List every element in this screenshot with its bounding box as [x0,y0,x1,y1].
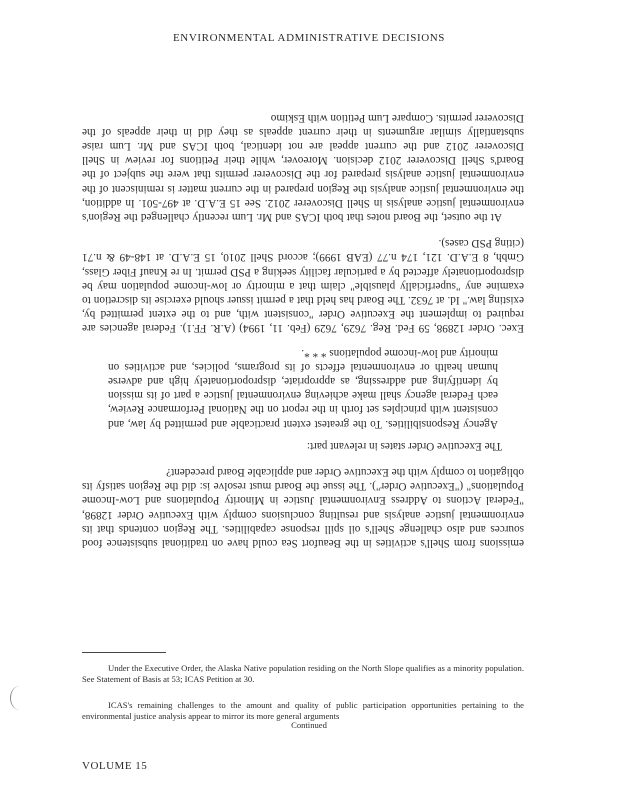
paragraph: The Executive Order states in relevant part: [306,439,502,452]
footnote-text: Under the Executive Order, the Alaska Native population residing on the North Slope qualifies as a minority population. See Statement of Basis at 53; ICAS Petition at 30. [82,663,524,684]
footnote [82,663,524,685]
paragraph-gap [82,224,524,236]
paragraph: Exec. Order 12898, 59 Fed. Reg. 7629, 7629 (Feb. 11, 1994) (A.R. FF.1). Federal agencies are required to implement the Executive Order "consistent with, and to the extent permitted by, existing law." Id. at 7632. The Board has held that a permit issuer should exercise its discretion to examine any "superficially plausible" claim that a minority or low-income population may be disproportionately affected by a particular facility seeking a PSD permit. In re Knauf Fiber Glass, Gmbh, 8 E.A.D. 121, 174 n.77 (EAB 1999); accord Shell 2010, 15 E.A.D. at 148-49 & n.71 (citing PSD cases). [82,237,524,335]
running-header: ENVIRONMENTAL ADMINISTRATIVE DECISIONS [172,32,446,44]
block-quote: Agency Responsibilities. To the greatest extent practicable and permitted by law, and consistent with principles set forth in the report on the National Performance Review, each Federal agency shall make achieving environmental justice a part of its mission by identifying and addressing, as appropriate, disproportionately high and adverse human health or environmental effects of its programs, policies, and activities on minority and low-income populations * * *. [108,346,498,430]
footnote-text: ICAS's remaining challenges to the amount and quality of public participation opportunities pertaining to the environmental justice analysis appear to mirror its more general arguments [82,700,524,721]
footnote-rule [82,652,166,653]
paragraph: At the outset, the Board notes that both ICAS and Mr. Lum recently challenged the Region's environmental justice analysis in Shell Discoverer 2012. See 15 E.A.D. at 497-501. In addition, the environmental justice analysis the Region prepared in the current matter is reminiscent of the environmental justice analysis prepared for the Discoverer permits that were the subject of the Board's Shell Discoverer 2012 decision. Moreover, while their Petitions for review in Shell Discoverer 2012 and the current appeal are not identical, both ICAS and Mr. Lum raise substantially similar arguments in their current appeals as they did in their appeals of the Discoverer permits. Compare Lum Petition with Eskimo [82,111,524,223]
volume-footer: VOLUME 15 [82,760,148,772]
footnote [82,700,524,722]
paragraph: emissions from Shell's activities in the Beaufort Sea could have on traditional subsistence food sources and also challenge Shell's oil spill response capabilities. The Region contends that its environmental justice analysis and resulting conclusions comply with Executive Order 12898, "Federal Actions to Address Environmental Justice in Minority Populations and Low-Income Populations" ("Executive Order"). The issue the Board must resolve is: did the Region satisfy its obligation to comply with the Executive Order and applicable Board precedent? [82,465,524,549]
paragraph-gap [82,453,524,465]
body-text-rotated [82,70,524,550]
binder-hole-mark [10,686,29,710]
continued-label: Continued [291,720,327,730]
